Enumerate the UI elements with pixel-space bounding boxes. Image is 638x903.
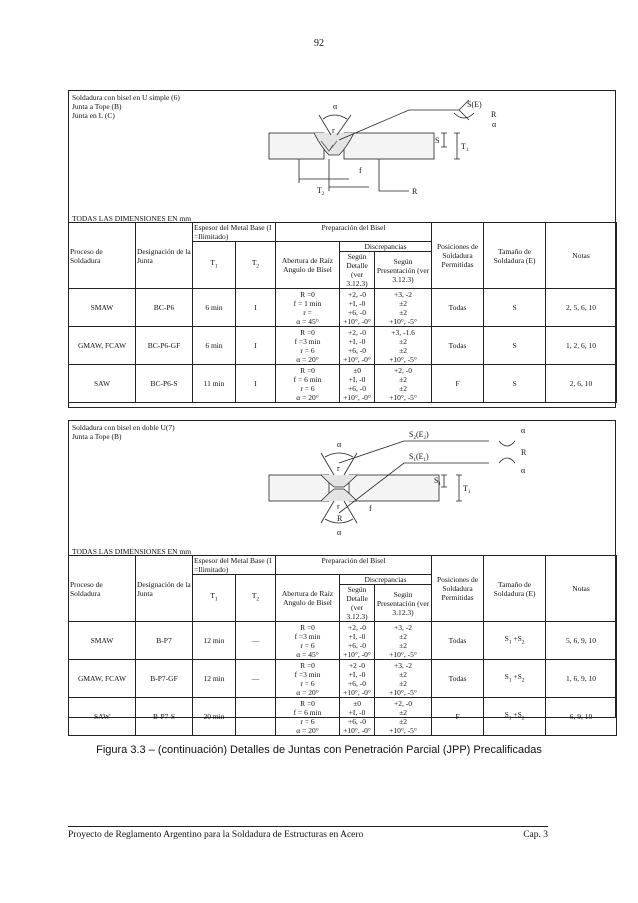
header-proceso: Proceso de Soldadura [69,556,136,622]
header-t1: $T_1$ [193,575,236,622]
cell-tamano: S [484,327,546,365]
header-notas: Notas [546,556,617,622]
cell-detalle: +2 -0 +I, -0 +6, -0 +10°, -0° [340,660,375,698]
footer-divider [68,826,548,827]
cell-proceso: GMAW, FCAW [69,660,136,698]
footer-title: Proyecto de Reglamento Argentino para la Soldadura de Estructuras en Acero [68,830,364,840]
header-preparacion: Preparación del Bisel [276,223,432,242]
cell-posiciones: Todas [432,289,484,327]
header-posiciones: Posiciones de Soldadura Permitidas [432,556,484,622]
cell-designacion: BC-P6-GF [136,327,193,365]
dimensions-note: TODAS LAS DIMENSIONES EN mm [72,214,192,223]
header-preparacion: Preparación del Bisel [276,556,432,575]
cell-notas: 2, 6, 10 [546,365,617,403]
cell-tamano: S [484,289,546,327]
cell-notas: 6, 9, 10 [546,698,617,736]
cell-proceso: GMAW, FCAW [69,327,136,365]
header-t2: $T_2$ [236,575,276,622]
section-title-line: Junta en L (C) [72,111,115,120]
alpha2-label: α [492,120,497,129]
header-segun-presentacion: Según Presentación (ver 3.12.3) [375,252,432,289]
header-espesor: Espesor del Metal Base (I =Ilimitado) [193,556,276,575]
cell-designacion: B-P7-S [136,698,193,736]
cell-abertura: R =0 f =3 min r = 6 α = 20° [276,327,340,365]
cell-presentacion: +2, -0 ±2 ±2 +10°, -5° [375,365,432,403]
table-row [69,660,617,698]
dimensions-note: TODAS LAS DIMENSIONES EN mm [72,547,192,556]
cell-proceso: SMAW [69,622,136,660]
cell-presentacion: +3, -2 ±2 ±2 +10°, -5° [375,660,432,698]
header-designacion: Designación de la Junta [136,556,193,622]
cell-posiciones: Todas [432,622,484,660]
cell-posiciones: F [432,365,484,403]
header-abertura: Abertura de Raíz Angulo de Bisel [276,575,340,622]
r-small-label: r [337,464,340,473]
cell-t2: — [236,622,276,660]
r-cap-label: R [491,110,497,119]
cell-detalle: +2, -0 +I, -0 +6, -0 +10°, -0° [340,327,375,365]
header-designacion: Designación de la Junta [136,223,193,289]
cell-designacion: BC-P6-S [136,365,193,403]
cell-proceso: SAW [69,365,136,403]
joint-section-double-u [68,420,616,735]
cell-notas: 1, 6, 9, 10 [546,660,617,698]
section-title-line: Soldadura con bisel en U simple (6) [72,93,180,102]
header-discrepancias: Discrepancias [340,242,432,252]
cell-t2: — [236,698,276,736]
f-label: f [359,166,362,175]
cell-abertura: R =0 f = 6 min r = 6 α = 20° [276,365,340,403]
section-title-line: Soldadura con bisel en doble U(7) [72,423,175,432]
cell-t1: 12 min [193,622,236,660]
cell-notas: 1, 2, 6, 10 [546,327,617,365]
header-abertura: Abertura de Raíz Angulo de Bisel [276,242,340,289]
single-u-groove-diagram [259,95,549,205]
cell-notas: 5, 6, 9, 10 [546,622,617,660]
r-small2-label: r [337,502,340,511]
cell-detalle: +2, -0 +I, -0 +6, -0 +10°, -0° [340,622,375,660]
footer-chapter: Cap. 3 [523,830,548,840]
r2-label: R [412,187,418,196]
cell-t1: 12 min [193,660,236,698]
header-espesor: Espesor del Metal Base (I =Ilimitado) [193,223,276,242]
section-title [72,93,180,120]
cell-tamano: $S_1 +S_2$ [484,660,546,698]
cell-designacion: BC-P6 [136,289,193,327]
double-u-groove-diagram [259,423,549,543]
cell-tamano: $S_1 +S_2$ [484,622,546,660]
section-title [72,423,175,441]
cell-proceso: SAW [69,698,136,736]
header-tamano: Tamaño de Soldadura (E) [484,556,546,622]
s1-label: $S_1$ [434,476,441,487]
s-label: S [435,136,440,145]
cell-abertura: R =0 f = 1 min r = α = 45° [276,289,340,327]
page-footer [68,830,548,840]
cell-abertura: R =0 f = 6 min r = 6 α = 20° [276,698,340,736]
section-title-line: Junta a Tope (B) [72,102,122,111]
header-notas: Notas [546,223,617,289]
joint-section-single-u [68,90,616,408]
cell-abertura: R =0 f =3 min r = 6 α = 20° [276,660,340,698]
header-t1: $T_1$ [193,242,236,289]
cell-presentacion: +3, -2 ±2 ±2 +10°, -5° [375,289,432,327]
t1-label: $T_1$ [463,484,471,495]
cell-posiciones: F [432,698,484,736]
f-label: f [369,504,372,513]
cell-t1: 20 min [193,698,236,736]
cell-t1: 6 min [193,289,236,327]
table-row [69,289,617,327]
cell-t2: I [236,327,276,365]
s1-e1-label: $S_1(E_1)$ [409,452,429,463]
cell-detalle: ±0 +I, -0 +6, -0 +10°, -0° [340,365,375,403]
t1-label: $T_1$ [461,142,469,153]
table-row [69,365,617,403]
cell-posiciones: Todas [432,660,484,698]
header-t2: $T_2$ [236,242,276,289]
cell-detalle: +2, -0 +I, -0 +6, -0 +10°, -0° [340,289,375,327]
joint-table [68,222,617,403]
table-row [69,698,617,736]
cell-abertura: R =0 f =3 min r = 6 α = 45° [276,622,340,660]
header-posiciones: Posiciones de Soldadura Permitidas [432,223,484,289]
alpha-right2-label: α [521,466,526,475]
header-tamano: Tamaño de Soldadura (E) [484,223,546,289]
cell-t2: I [236,365,276,403]
header-proceso: Proceso de Soldadura [69,223,136,289]
section-title-line: Junta a Tope (B) [72,432,122,441]
table-row [69,622,617,660]
s-e-label: S(E) [467,100,482,109]
cell-t1: 6 min [193,327,236,365]
alpha-right-label: α [521,426,526,435]
cell-presentacion: +3, -2 ±2 ±2 +10°, -5° [375,622,432,660]
cell-proceso: SMAW [69,289,136,327]
alpha-bottom-label: α [337,528,342,537]
page-number: 92 [314,38,324,49]
header-segun-detalle: Según Detalle (ver 3.12.3) [340,252,375,289]
cell-designacion: B-P7 [136,622,193,660]
cell-t2: — [236,660,276,698]
cell-tamano: S [484,365,546,403]
cell-designacion: B-P7-GF [136,660,193,698]
r-right-label: R [521,448,527,457]
cell-posiciones: Todas [432,327,484,365]
r-cap-label: R [337,514,343,523]
alpha-top-label: α [337,440,342,449]
header-discrepancias: Discrepancias [340,575,432,585]
alpha-label: α [333,102,338,111]
t2-label: $T_2$ [317,186,325,197]
cell-detalle: ±0 +I, -0 +6, -0 +10°, -0° [340,698,375,736]
cell-tamano: $S_1 +S_2$ [484,698,546,736]
cell-t2: I [236,289,276,327]
figure-caption: Figura 3.3 – (continuación) Detalles de Juntas con Penetración Parcial (JPP) Precalificadas [96,744,542,756]
header-segun-presentacion: Según Presentación (ver 3.12.3) [375,585,432,622]
table-row [69,327,617,365]
header-segun-detalle: Según Detalle (ver 3.12.3) [340,585,375,622]
s2-e2-label: $S_2(E_2)$ [409,430,429,441]
cell-notas: 2, 5, 6, 10 [546,289,617,327]
cell-presentacion: +2, -0 ±2 ±2 +10°, -5° [375,698,432,736]
cell-t1: 11 min [193,365,236,403]
joint-table [68,555,617,736]
cell-presentacion: +3, -1.6 ±2 ±2 +10°, -5° [375,327,432,365]
r-label: r [332,126,335,135]
